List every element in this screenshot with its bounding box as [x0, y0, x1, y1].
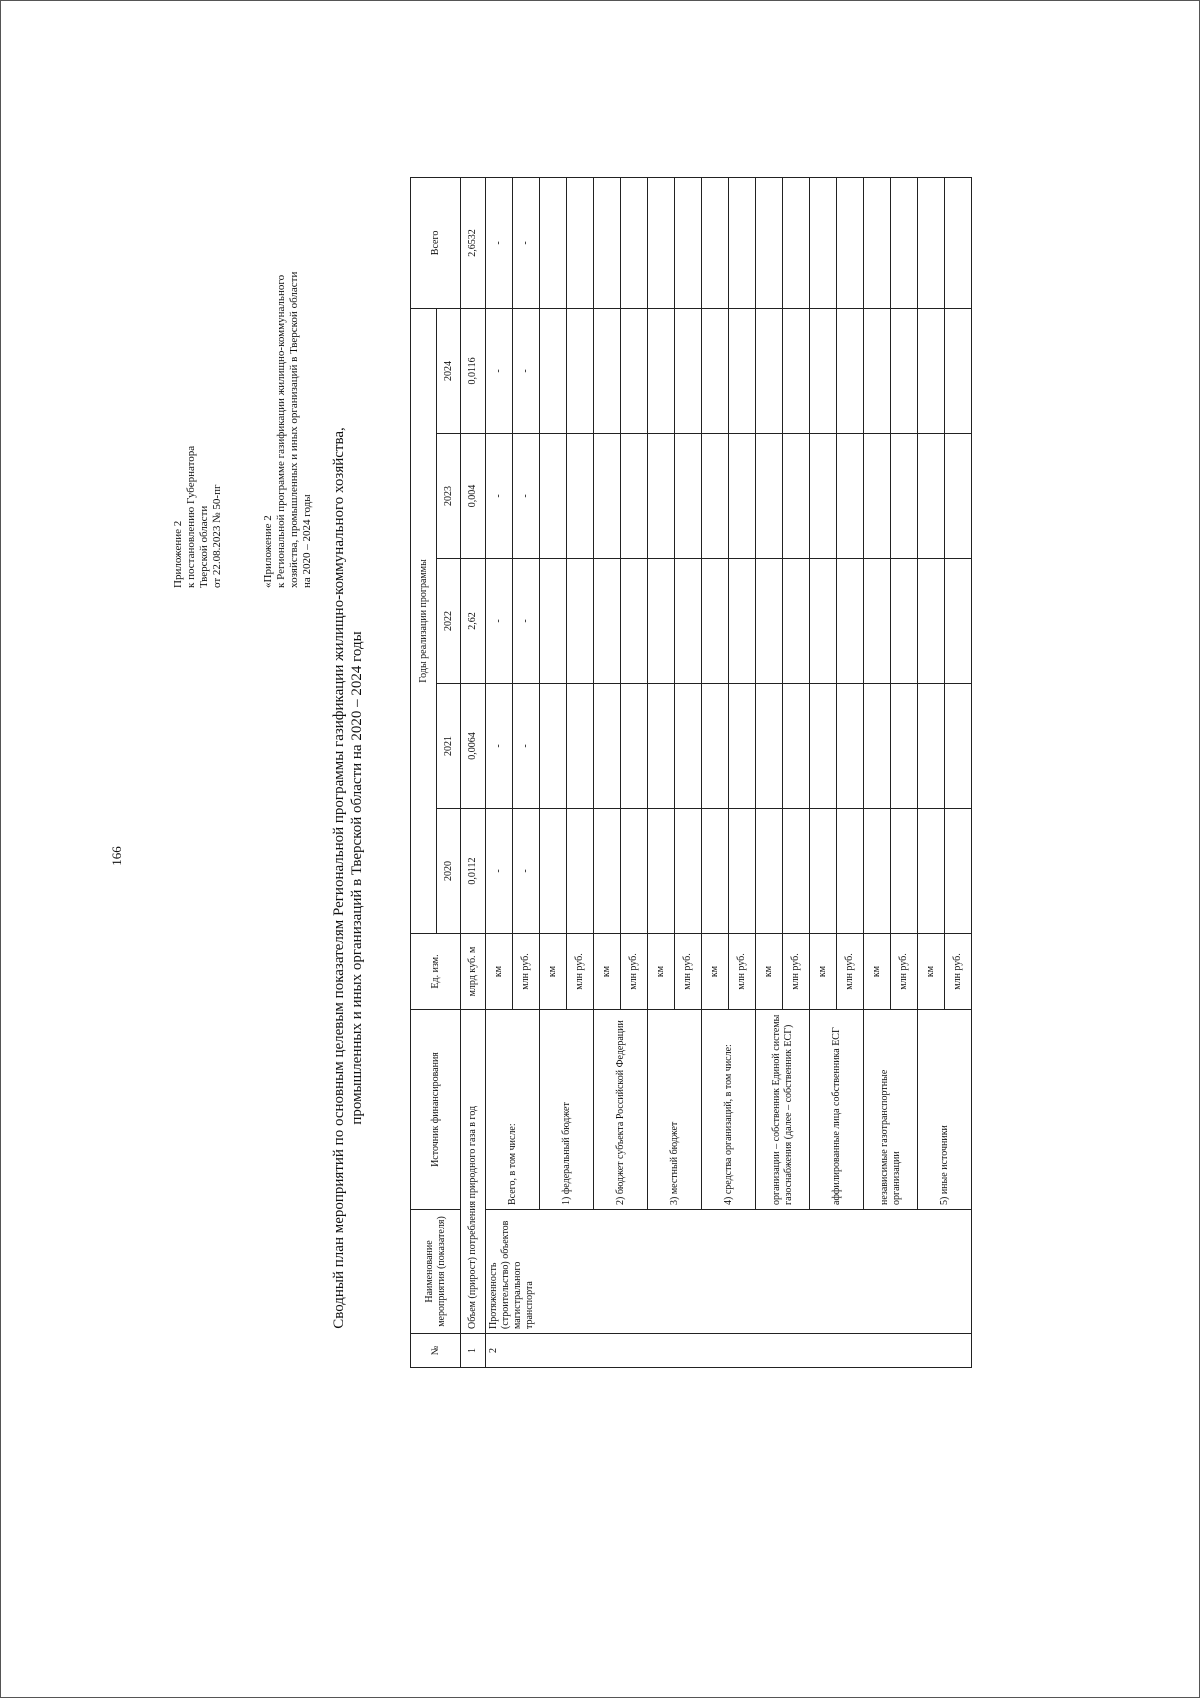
row-unit: млн руб. [837, 934, 864, 1010]
table-row [756, 177, 783, 1367]
row-value: 0,0064 [461, 684, 486, 809]
approval-line: к постановлению Губернатора [185, 445, 197, 588]
row-name: Объем (прирост) потребления природного газа в год [461, 1010, 486, 1334]
row-unit: млн руб. [675, 934, 702, 1010]
header-year: 2022 [437, 559, 461, 684]
page-number: 166 [108, 846, 124, 866]
header-year: 2023 [437, 434, 461, 559]
row-unit: км [864, 934, 891, 1010]
approval-block [172, 446, 224, 588]
title-line-2: промышленных и иных организаций в Тверской области на 2020 – 2024 годы [349, 631, 365, 1125]
row-unit: км [594, 934, 621, 1010]
row-unit: млн руб. [729, 934, 756, 1010]
header-source: Источник финансирования [411, 1010, 461, 1210]
row-num: 1 [461, 1334, 486, 1368]
source-label: 4) средства организаций, в том числе: [702, 1010, 756, 1210]
dash-cell: - [513, 684, 540, 809]
table-row [540, 177, 567, 1367]
table-row [594, 177, 621, 1367]
row-unit: млн руб. [513, 934, 540, 1010]
dash-cell: - [486, 434, 513, 559]
source-label: 2) бюджет субъекта Российской Федерации [594, 1010, 648, 1210]
row-unit: км [918, 934, 945, 1010]
row-unit: км [756, 934, 783, 1010]
dash-cell: - [513, 177, 540, 308]
document-title [330, 308, 366, 1448]
dash-cell: - [513, 809, 540, 934]
dash-cell: - [486, 809, 513, 934]
source-label: аффилированные лица собственника ЕСГ [810, 1010, 864, 1210]
row-num: 2 [486, 1334, 972, 1368]
table-row [864, 177, 891, 1367]
row-unit: км [540, 934, 567, 1010]
row-unit: млн руб. [891, 934, 918, 1010]
row-value: 2,62 [461, 559, 486, 684]
appendix-line: хозяйства, промышленных и иных организаций в Тверской области [288, 271, 300, 588]
row-unit: км [702, 934, 729, 1010]
row-unit: км [810, 934, 837, 1010]
appendix-line: на 2020 – 2024 годы [301, 494, 313, 588]
title-line-1: Сводный план мероприятий по основным целевым показателям Региональной программы газификации жилищно-коммунального хозяйства, [331, 427, 347, 1329]
row-unit: млн руб. [621, 934, 648, 1010]
appendix-line: к Региональной программе газификации жилищно-коммунального [275, 274, 287, 588]
row-unit: млн руб. [783, 934, 810, 1010]
header-years-group: Годы реализации программы [411, 308, 437, 933]
header-num: № [411, 1334, 461, 1368]
appendix-line: «Приложение 2 [262, 515, 274, 588]
row-unit: млн руб. [567, 934, 594, 1010]
dash-cell: - [486, 177, 513, 308]
source-label: 3) местный бюджет [648, 1010, 702, 1210]
header-unit: Ед. изм. [411, 934, 461, 1010]
source-label: 5) иные источники [918, 1010, 972, 1210]
approval-line: Тверской области [198, 505, 210, 588]
row-value: 0,0116 [461, 308, 486, 433]
row-unit: км [648, 934, 675, 1010]
header-row [411, 177, 437, 1367]
header-year: 2024 [437, 308, 461, 433]
row-unit: млрд куб. м [461, 934, 486, 1010]
source-label: независимые газотранспортные организации [864, 1010, 918, 1210]
source-label: Всего, в том числе: [486, 1010, 540, 1210]
table-row [810, 177, 837, 1367]
row-name: Протяженность (строительство) объектов магистрального транспорта [486, 1210, 972, 1334]
dash-cell: - [486, 308, 513, 433]
header-year: 2021 [437, 684, 461, 809]
row-value: 0,004 [461, 434, 486, 559]
plan-table [410, 177, 972, 1368]
header-name: Наименование мероприятия (показателя) [411, 1210, 461, 1334]
dash-cell: - [513, 308, 540, 433]
source-label: организации – собственник Единой системы газоснабжения (далее – собственник ЕСГ) [756, 1010, 810, 1210]
appendix-block [262, 68, 314, 588]
header-year: 2020 [437, 809, 461, 934]
header-total: Всего [411, 177, 461, 308]
row-value: 0,0112 [461, 809, 486, 934]
dash-cell: - [486, 559, 513, 684]
table-row [461, 177, 486, 1367]
dash-cell: - [486, 684, 513, 809]
row-unit: млн руб. [945, 934, 972, 1010]
table-row [918, 177, 945, 1367]
approval-line: Приложение 2 [172, 520, 184, 588]
dash-cell: - [513, 559, 540, 684]
source-label: 1) федеральный бюджет [540, 1010, 594, 1210]
row-total: 2,6532 [461, 177, 486, 308]
table-row [486, 177, 513, 1367]
table-row [702, 177, 729, 1367]
row-unit: км [486, 934, 513, 1010]
dash-cell: - [513, 434, 540, 559]
approval-line: от 22.08.2023 № 50-пг [211, 484, 223, 588]
table-row [648, 177, 675, 1367]
